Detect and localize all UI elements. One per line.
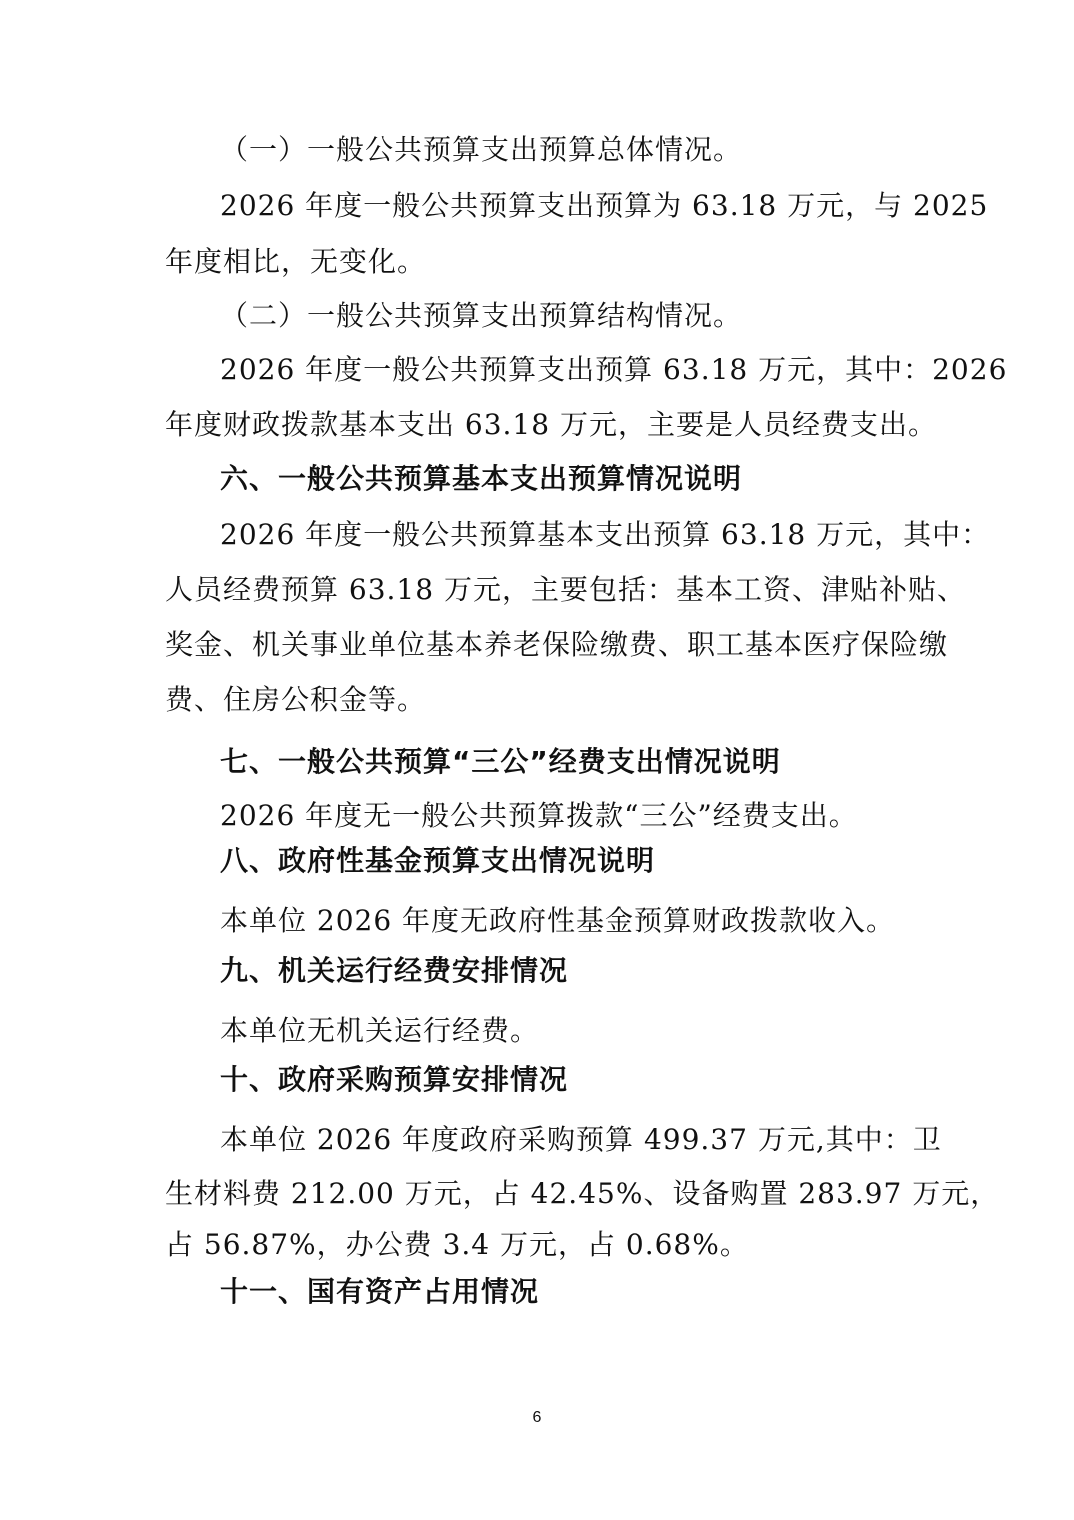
paragraph-line: 年度相比，无变化。 xyxy=(165,245,427,278)
paragraph-line: 本单位 2026 年度无政府性基金预算财政拨款收入。 xyxy=(220,904,896,937)
paragraph-line: 2026 年度无一般公共预算拨款“三公”经费支出。 xyxy=(220,799,858,832)
paragraph-line: 奖金、机关事业单位基本养老保险缴费、职工基本医疗保险缴 xyxy=(165,628,949,661)
section-heading-8: 八、政府性基金预算支出情况说明 xyxy=(220,844,656,877)
section-heading-11: 十一、国有资产占用情况 xyxy=(220,1275,540,1308)
paragraph-line: 费、住房公积金等。 xyxy=(165,683,427,716)
section-heading-7: 七、一般公共预算“三公”经费支出情况说明 xyxy=(220,745,781,778)
paragraph-line: 本单位无机关运行经费。 xyxy=(220,1014,540,1047)
subsection-heading-overall: （一）一般公共预算支出预算总体情况。 xyxy=(220,133,743,166)
page-number: 6 xyxy=(532,1409,542,1426)
paragraph-line: 生材料费 212.00 万元，占 42.45%、设备购置 283.97 万元， xyxy=(165,1177,1000,1210)
section-heading-6: 六、一般公共预算基本支出预算情况说明 xyxy=(220,462,743,495)
paragraph-line: 2026 年度一般公共预算支出预算为 63.18 万元，与 2025 xyxy=(220,189,989,222)
paragraph-line: 人员经费预算 63.18 万元，主要包括：基本工资、津贴补贴、 xyxy=(165,573,966,606)
paragraph-line: 2026 年度一般公共预算基本支出预算 63.18 万元，其中： xyxy=(220,518,991,551)
paragraph-line: 本单位 2026 年度政府采购预算 499.37 万元,其中：卫 xyxy=(220,1123,942,1156)
paragraph-line: 2026 年度一般公共预算支出预算 63.18 万元，其中：2026 xyxy=(220,353,1008,386)
section-heading-10: 十、政府采购预算安排情况 xyxy=(220,1063,569,1096)
paragraph-line: 年度财政拨款基本支出 63.18 万元，主要是人员经费支出。 xyxy=(165,408,937,441)
subsection-heading-structure: （二）一般公共预算支出预算结构情况。 xyxy=(220,299,743,332)
paragraph-line: 占 56.87%，办公费 3.4 万元，占 0.68%。 xyxy=(165,1228,749,1261)
section-heading-9: 九、机关运行经费安排情况 xyxy=(220,954,569,987)
